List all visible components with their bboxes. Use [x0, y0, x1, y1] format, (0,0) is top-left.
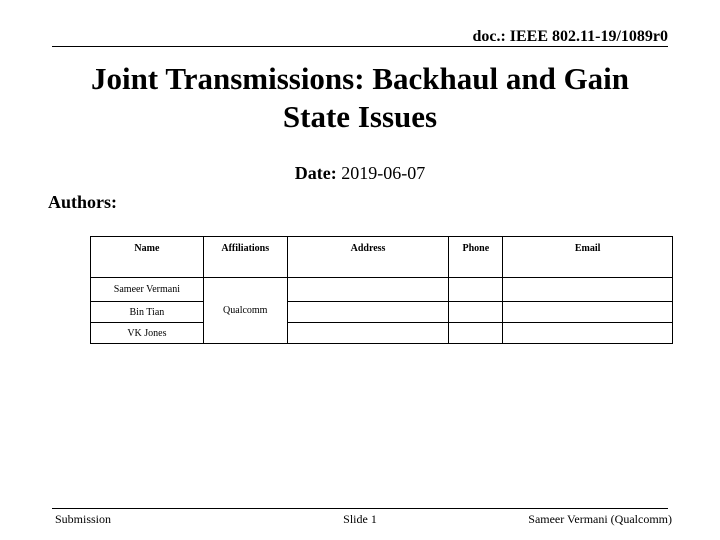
- author-email: [503, 278, 673, 302]
- date-label: Date:: [294, 163, 337, 183]
- author-address: [287, 278, 449, 302]
- document-id: doc.: IEEE 802.11-19/1089r0: [472, 28, 668, 45]
- footer-submission: Submission: [55, 512, 112, 526]
- date-value: 2019-06-07: [341, 163, 426, 183]
- author-affiliation: Qualcomm: [203, 278, 287, 344]
- author-phone: [449, 302, 503, 323]
- date-line: [0, 163, 720, 184]
- author-phone: [449, 278, 503, 302]
- title-line-1: Joint Transmissions: Backhaul and Gain: [90, 61, 630, 96]
- authors-table: [90, 236, 673, 344]
- table-row: [91, 323, 673, 344]
- author-name: VK Jones: [91, 323, 204, 344]
- authors-heading: Authors:: [48, 192, 118, 212]
- header-divider: [52, 46, 668, 47]
- author-address: [287, 323, 449, 344]
- author-name: Sameer Vermani: [91, 278, 204, 302]
- author-address: [287, 302, 449, 323]
- author-name: Bin Tian: [91, 302, 204, 323]
- column-header-phone: Phone: [449, 237, 503, 278]
- footer-slide-number: Slide 1: [343, 512, 377, 526]
- footer-divider: [52, 508, 668, 509]
- author-phone: [449, 323, 503, 344]
- column-header-email: Email: [503, 237, 673, 278]
- author-email: [503, 302, 673, 323]
- table-header-row: [91, 237, 673, 278]
- author-email: [503, 323, 673, 344]
- title-line-2: State Issues: [282, 99, 438, 134]
- column-header-name: Name: [91, 237, 204, 278]
- table-row: [91, 302, 673, 323]
- table-row: [91, 278, 673, 302]
- footer-author: Sameer Vermani (Qualcomm): [528, 512, 672, 526]
- slide-title: [40, 60, 680, 136]
- column-header-affiliations: Affiliations: [203, 237, 287, 278]
- column-header-address: Address: [287, 237, 449, 278]
